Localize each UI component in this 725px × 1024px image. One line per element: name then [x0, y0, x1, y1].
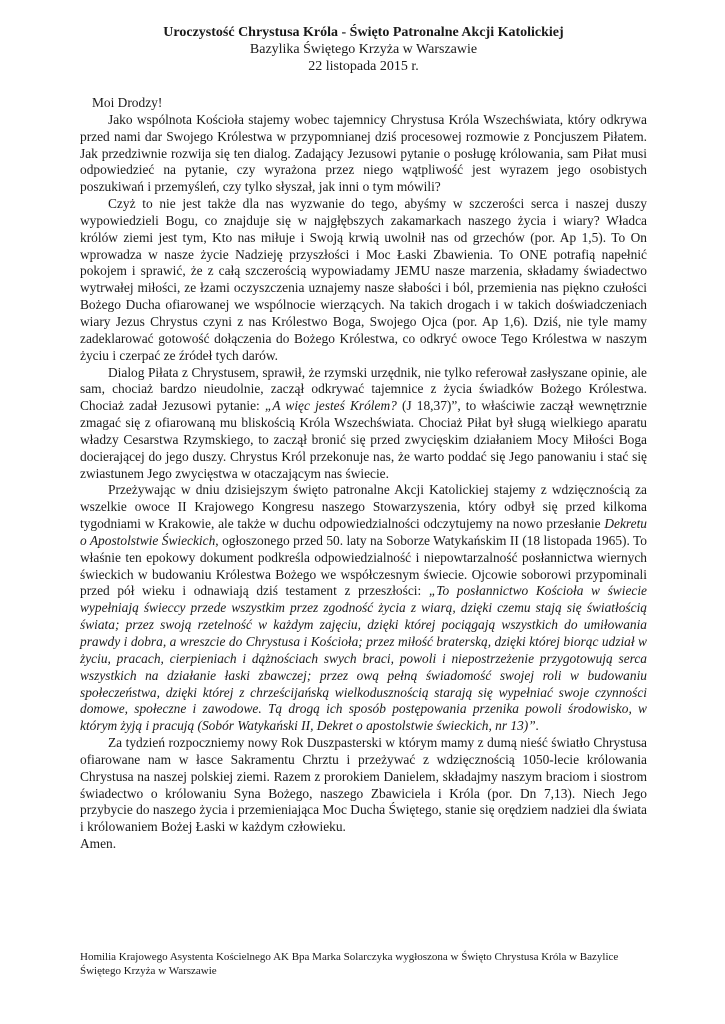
document-title: Uroczystość Chrystusa Króla - Święto Patronalne Akcji Katolickiej: [163, 25, 564, 40]
paragraph-3-text-b: (J 18,37)”, to właściwie zaczął wewnętrznie zmagać się z ofiarowaną mu bliskością Króla Wszechświata. Chociaż Piłat był sługą wielkiego aparatu władzy Cesarstwa Rzymskiego, to zaczął bronić się przed zwycięskim działaniem Mocy Miłości Boga docierającej do jego duszy. Chrystus Król przekonuje nas, że warto poddać się Jego panowaniu i stać się zwiastunem Jego zwycięstwa w otaczającym nas świecie.: [80, 398, 648, 481]
paragraph-4-text-b: , ogłoszonego przed 50. laty na Soborze Watykańskim II (18 listopada 1965). To właśnie ten epokowy dokument podkreśla odpowiedzialność i niepowtarzalność posłannictwa wiernych świeckich w budowaniu Królestwa Bożego we współczesnym świecie. Ojcowie soborowi przypominali przed pół wieku i odnawiają dziś testament z przeszłości:: [80, 532, 647, 599]
paragraph-3-text-a: Dialog Piłata z Chrystusem, sprawił, że rzymski urzędnik, nie tylko referował zasłyszane opinie, ale sam, chociaż bardzo nieudolnie, zaczął odkrywać tajemnice z życia świadków Bożego Królestwa. Chociaż zadał Jezusowi pytanie:: [80, 364, 647, 414]
paragraph-1: Jako wspólnota Kościoła stajemy wobec tajemnicy Chrystusa Króla Wszechświata, który odkrywa przed nami dar Swojego Królestwa w przypomnianej dziś procesowej rozmowie z Poncjuszem Piłatem. Jak przedziwnie rozwija się ten dialog. Zadający Jezusowi pytanie o posługę królowania, sam Piłat musi odpowiedzieć na pytanie, czy wyrażona przez niego wątpliwość jest wyrazem jego osobistych poszukiwań i przemyśleń, czy tylko słyszał, jak inni o tym mówili?: [80, 111, 647, 195]
paragraph-5: Za tydzień rozpoczniemy nowy Rok Duszpasterski w którym mamy z dumą nieść światło Chrystusa ofiarowane nam w łasce Sakramentu Chrztu i przeżywać z wdzięcznością 1050-lecie królowania Chrystusa na naszej polskiej ziemi. Razem z prorokiem Danielem, składajmy naszym braciom i siostrom świadectwo o królowaniu Syna Bożego, naszego Zbawiciela i Króla (por. Dn 7,13). Niech Jego przybycie do naszego życia i przemieniająca Moc Ducha Świętego, stanie się orędziem nadziei dla świata i królowaniem Bożej Łaski w każdym człowieku.: [80, 735, 648, 835]
homily-body: [80, 95, 647, 853]
paragraph-4-text-a: Przeżywając w dniu dzisiejszym święto patronalne Akcji Katolickiej stajemy z wdzięcznością za wszelkie owoce II Krajowego Kongresu naszego Stowarzyszenia, który odbył się przed kilkoma tygodniami w Krakowie, ale także w duchu odpowiedzialności odczytujemy na nowo przesłanie: [80, 482, 647, 532]
amen: Amen.: [80, 836, 117, 852]
paragraph-4: [80, 482, 647, 735]
document-date: 22 listopada 2015 r.: [308, 59, 419, 74]
pilate-question-quote: „A więc jesteś Królem?: [264, 398, 397, 414]
paragraph-2: Czyż to nie jest także dla nas wyzwanie do tego, abyśmy w szczerości serca i naszej duszy wypowiedzieli Bogu, co znajduje się w najgłębszych zakamarkach naszego życia i wiary? Władca królów ziemi jest tym, Kto nas miłuje i Swoją krwią uwolnił nas od grzechów (por. Ap 1,5). To On wprowadza w nasze życie Nadzieję przyszłości i Moc Łaski Zbawienia. To ONE potrafią napełnić pokojem i sprawić, że z całą szczerością wypowiadamy JEMU nasze marzenia, składamy świadectwo wytrwałej miłości, ze łzami oczyszczenia uznajemy nasze słabości i ból, przemienia nas piękno czułości Bożego Ducha ofiarowanej we wspólnocie wierzących. Na takich drogach i w takich doświadczeniach wiary Jezus Chrystus czyni z nas Królestwo Boga, Swojego Ojca (por. Ap 1,6). Dziś, nie tyle mamy zadeklarować gotowość dołączenia do Bożego Królestwa, co odkryć owoce Tego Królestwa w naszym życiu i czerpać ze źródeł tych darów.: [80, 196, 647, 363]
document-page: [80, 24, 647, 853]
decree-title: Dekretu o Apostolstwie Świeckich: [80, 516, 647, 548]
footer-note: Homilia Krajowego Asystenta Kościelnego AK Bpa Marka Solarczyka wygłoszona w Święto Chrystusa Króla w Bazylice Świętego Krzyża w Warszawie: [80, 951, 619, 977]
council-quote: „To posłannictwo Kościoła w świecie wypełniają świeccy przede wszystkim przez zgodność życia z wiarą, dzięki czemu stają się światłością świata; przez swoją rzetelność w każdym zajęciu, dzięki której pociągają wszystkich do umiłowania prawdy i dobra, a wreszcie do Chrystusa i Kościoła; przez miłość braterską, dzięki której biorąc udział w życiu, pracach, cierpieniach i dążnościach swych braci, powoli i niepostrzeżenie przygotowują serca wszystkich na działanie łaski zbawczej; przez ową pełną świadomość swojej roli w budowaniu społeczeństwa, dzięki której z chrześcijańską wielkodusznością starają się wypełniać swoje czynności domowe, społeczne i zawodowe. Tą drogą ich sposób postępowania przenika powoli środowisko, w którym żyją i pracują (Sobór Watykański II, Dekret o apostolstwie świeckich, nr 13)”.: [80, 583, 647, 734]
document-header: [80, 24, 647, 75]
greeting: Moi Drodzy!: [92, 95, 163, 110]
paragraph-3: [80, 365, 647, 483]
document-place: Bazylika Świętego Krzyża w Warszawie: [249, 42, 478, 57]
